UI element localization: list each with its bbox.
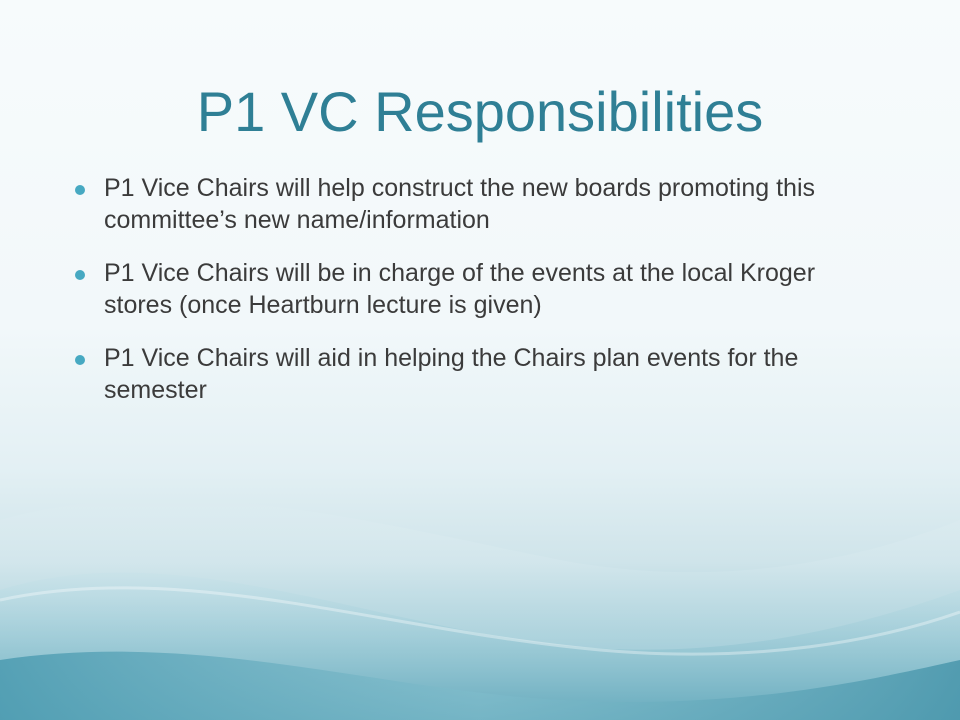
bullet-item xyxy=(75,172,875,236)
bullet-list xyxy=(75,172,875,427)
bullet-text: P1 Vice Chairs will be in charge of the events at the local Kroger stores (once Heartburn lecture is given) xyxy=(104,259,816,319)
bullet-text: P1 Vice Chairs will aid in helping the Chairs plan events for the semester xyxy=(104,344,799,404)
bullet-text: P1 Vice Chairs will help construct the new boards promoting this committee’s new name/information xyxy=(104,174,815,234)
bullet-item xyxy=(75,257,875,321)
bullet-item xyxy=(75,342,875,406)
bullet-dot-icon xyxy=(75,355,85,365)
bullet-dot-icon xyxy=(75,270,85,280)
slide-title: P1 VC Responsibilities xyxy=(196,80,764,143)
bullet-dot-icon xyxy=(75,185,85,195)
